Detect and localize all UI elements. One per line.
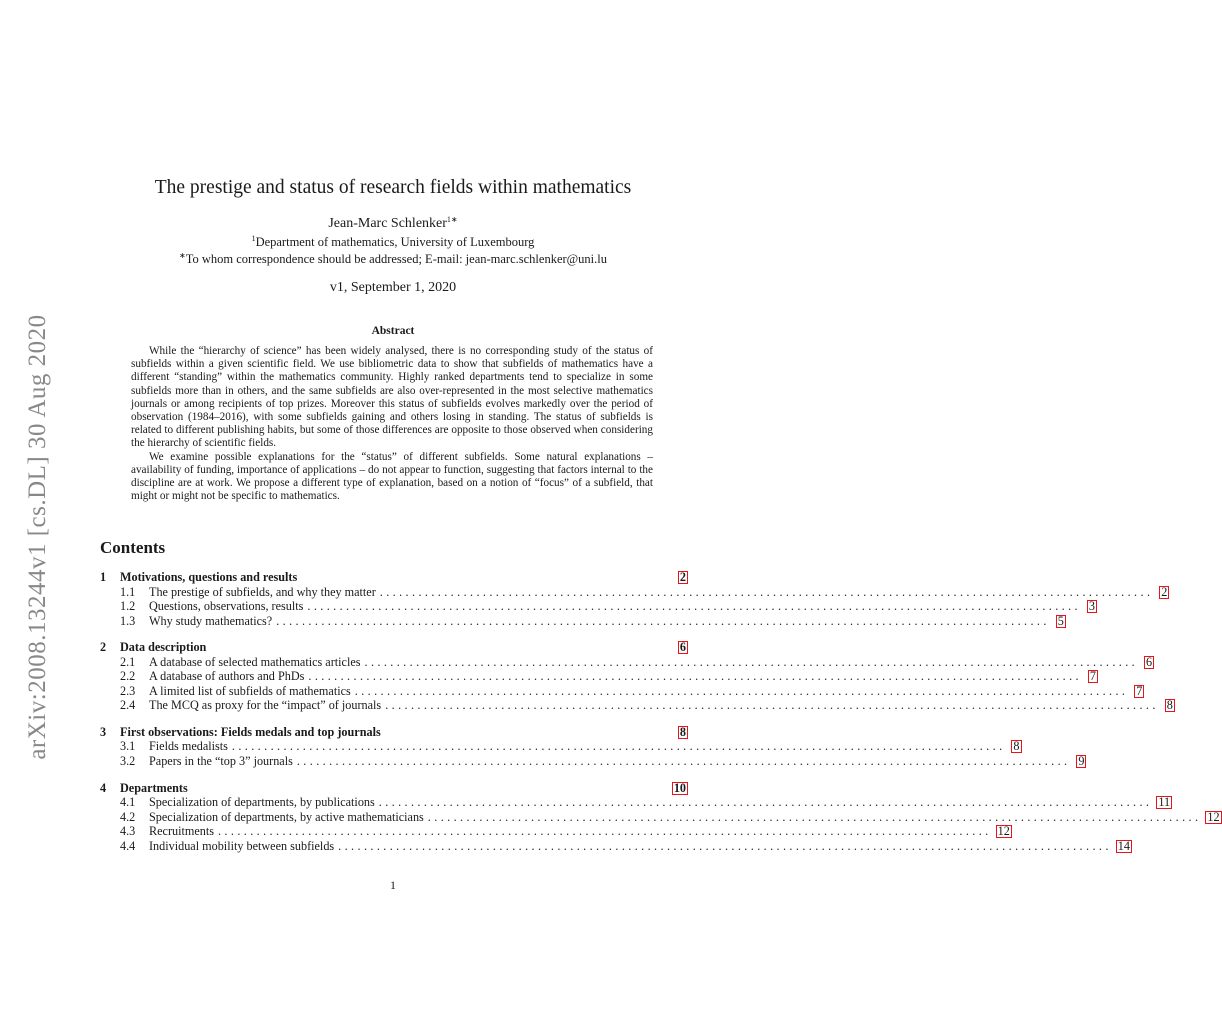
toc-page-link[interactable] <box>1142 655 1154 670</box>
toc-entry-title[interactable]: Recruitments <box>149 824 214 839</box>
toc-page-number[interactable]: 5 <box>1057 613 1064 628</box>
author-name: Jean-Marc Schlenker <box>328 216 447 231</box>
toc-section-entry[interactable] <box>100 781 688 796</box>
toc-page-number[interactable]: 6 <box>1146 654 1153 669</box>
toc-dot-leader: ........................................................................................................................ <box>296 753 1071 768</box>
toc-dot-leader: ........................................................................................................................ <box>379 584 1154 599</box>
toc-entry-title[interactable]: The MCQ as proxy for the “impact” of journals <box>149 698 382 713</box>
toc-page-link[interactable] <box>1010 739 1022 754</box>
toc-entry-title[interactable]: Motivations, questions and results <box>120 570 298 584</box>
toc-entry-title[interactable]: Questions, observations, results <box>149 599 304 613</box>
toc-subsection-entry[interactable] <box>100 654 1153 670</box>
toc-page-link[interactable] <box>1157 585 1169 600</box>
toc-entry-title[interactable]: Fields medalists <box>149 739 228 754</box>
toc-dot-leader: ........................................................................................................................ <box>354 683 1129 698</box>
toc-entry-number: 2 <box>100 640 107 655</box>
toc-page-link[interactable] <box>676 725 688 740</box>
toc-section-block <box>100 724 1085 769</box>
toc-page-link[interactable] <box>676 640 688 655</box>
toc-subsection-entry[interactable] <box>100 809 1220 825</box>
toc-entry-number: 1.1 <box>120 584 136 599</box>
toc-dot-leader: ........................................................................................................................ <box>378 795 1153 810</box>
toc-page-link[interactable] <box>1156 795 1172 810</box>
toc-page-link[interactable] <box>1086 669 1098 684</box>
toc-page-number[interactable]: 10 <box>673 780 686 795</box>
toc-page-number[interactable]: 8 <box>1166 698 1173 713</box>
abstract-paragraph: We examine possible explanations for the “status” of different subfields. Some natural explanations – availability of funding, importance of applications – do not appear to function, suggesting that factors internal to the discipline are at work. We propose a different type of explanation, based on a notion of “focus” of a subfield, that might or might not be specific to mathematics. <box>131 450 653 503</box>
toc-subsection-entry[interactable] <box>100 599 1095 614</box>
toc-page-number[interactable]: 8 <box>1013 739 1020 754</box>
toc-page-link[interactable] <box>672 781 688 796</box>
toc-entry-title[interactable]: A database of selected mathematics articles <box>149 654 361 669</box>
toc-dot-leader: ........................................................................................................................ <box>231 739 1006 754</box>
toc-section-entry[interactable] <box>100 725 688 740</box>
toc-entry-title[interactable]: Papers in the “top 3” journals <box>149 753 293 768</box>
author-line <box>100 215 686 233</box>
toc-dot-leader: ........................................................................................................................ <box>338 838 1112 853</box>
toc-entry-title[interactable]: Specialization of departments, by active mathematicians <box>149 809 424 824</box>
toc-entry-number: 3.2 <box>120 753 136 768</box>
toc-entry-number: 2.2 <box>120 669 136 684</box>
toc-entry-number: 1 <box>100 570 107 584</box>
toc-section-block <box>100 640 1173 713</box>
toc-dot-leader: ........................................................................................................................ <box>308 669 1082 684</box>
toc-page-number[interactable]: 8 <box>679 724 686 739</box>
affiliation-text: Department of mathematics, University of Luxembourg <box>255 235 535 249</box>
arxiv-identifier-stamp: arXiv:2008.13244v1 [cs.DL] 30 Aug 2020 <box>24 314 51 760</box>
toc-entry-title[interactable]: Specialization of departments, by publications <box>149 795 375 810</box>
toc-subsection-entry[interactable] <box>100 683 1143 699</box>
toc-page-number[interactable]: 14 <box>1117 838 1130 853</box>
toc-section-entry[interactable] <box>100 640 688 655</box>
toc-entry-number: 3.1 <box>120 739 136 754</box>
toc-page-number[interactable]: 11 <box>1158 795 1171 810</box>
toc-entry-number: 4.3 <box>120 824 136 839</box>
toc-dot-leader: ........................................................................................................................ <box>217 824 992 839</box>
toc-subsection-entry[interactable] <box>100 584 1168 600</box>
toc-page-number[interactable]: 12 <box>997 824 1010 839</box>
toc-page-link[interactable] <box>1163 698 1175 713</box>
toc-entry-number: 1.3 <box>120 613 136 628</box>
correspondence-line <box>100 251 686 267</box>
toc-entry-number: 4.4 <box>120 838 136 853</box>
toc-page-link[interactable] <box>1132 684 1144 699</box>
affiliation-line <box>100 234 686 250</box>
toc-subsection-entry[interactable] <box>100 838 1130 854</box>
toc-page-link[interactable] <box>1074 754 1086 769</box>
toc-entry-title[interactable]: Individual mobility between subfields <box>149 838 335 853</box>
toc-subsection-entry[interactable] <box>100 698 1173 713</box>
toc-page-link[interactable] <box>1116 839 1132 854</box>
toc-page-number[interactable]: 3 <box>1088 599 1095 613</box>
toc-entry-number: 1.2 <box>120 599 136 613</box>
toc-entry-title[interactable]: A database of authors and PhDs <box>149 669 305 684</box>
toc-entry-number: 2.1 <box>120 654 136 669</box>
correspondence-mark: ∗ <box>179 251 186 260</box>
toc-subsection-entry[interactable] <box>100 795 1171 810</box>
toc-dot-leader: ........................................................................................................................ <box>385 698 1159 713</box>
toc-subsection-entry[interactable] <box>100 613 1064 629</box>
toc-entry-number: 4 <box>100 780 107 795</box>
toc-page-link[interactable] <box>1085 599 1097 614</box>
toc-entry-title[interactable]: A limited list of subfields of mathematics <box>149 683 351 698</box>
toc-subsection-entry[interactable] <box>100 753 1085 769</box>
toc-entry-title[interactable]: The prestige of subfields, and why they matter <box>149 584 376 599</box>
paper-title: The prestige and status of research fields within mathematics <box>154 177 632 198</box>
toc-page-link[interactable] <box>1054 614 1066 629</box>
toc-page-number[interactable]: 2 <box>1161 584 1168 599</box>
toc-dot-leader: ........................................................................................................................ <box>276 613 1050 628</box>
abstract-heading: Abstract <box>371 325 415 337</box>
toc-entry-number: 3 <box>100 724 107 739</box>
version-date: v1, September 1, 2020 <box>329 280 457 295</box>
page-number: 1 <box>390 878 396 892</box>
toc-page-link[interactable] <box>1205 810 1221 825</box>
toc-section-block <box>100 780 1220 854</box>
abstract-paragraph: While the “hierarchy of science” has been widely analysed, there is no corresponding study of the status of subfields within a given scientific field. We use bibliometric data to show that subfields of mathematics have a different “standing” within the mathematics community. Highly ranked departments tend to specialize in some subfields more than in others, and the same subfields are also over-represented in the most selective mathematics journals or among recipients of top prizes. Moreover this status of subfields evolves markedly over the period of observation (1984–2016), with some subfields gaining and others losing in standing. The status of subfields is related to different publishing habits, but some of those differences are opposite to those observed when considering the hierarchy of scientific fields. <box>131 345 653 450</box>
toc-page-number[interactable]: 12 <box>1207 809 1220 824</box>
toc-entry-number: 4.1 <box>120 795 136 810</box>
toc-section-block <box>100 570 1168 628</box>
table-of-contents <box>100 570 1220 865</box>
toc-dot-leader: ........................................................................................................................ <box>307 599 1081 613</box>
toc-entry-title[interactable]: First observations: Fields medals and top journals <box>120 724 381 739</box>
toc-dot-leader: ........................................................................................................................ <box>427 809 1202 824</box>
toc-entry-number: 2.3 <box>120 683 136 698</box>
toc-page-number[interactable]: 7 <box>1089 669 1096 684</box>
toc-page-number[interactable]: 9 <box>1078 753 1085 768</box>
correspondence-text: To whom correspondence should be addressed; E-mail: jean-marc.schlenker@uni.lu <box>185 252 607 266</box>
contents-heading: Contents <box>100 538 166 557</box>
toc-entry-title[interactable]: Data description <box>120 640 207 655</box>
author-marks: 1∗ <box>446 215 458 224</box>
affiliation-mark: 1 <box>251 234 256 243</box>
toc-entry-number: 2.4 <box>120 698 136 713</box>
toc-page-link[interactable] <box>996 824 1012 839</box>
toc-entry-title[interactable]: Why study mathematics? <box>149 613 273 628</box>
toc-page-number[interactable]: 7 <box>1136 683 1143 698</box>
toc-subsection-entry[interactable] <box>100 824 1010 839</box>
toc-page-number[interactable]: 6 <box>679 640 686 655</box>
toc-entry-number: 4.2 <box>120 809 136 824</box>
toc-entry-title[interactable]: Departments <box>120 780 188 795</box>
toc-subsection-entry[interactable] <box>100 669 1096 684</box>
toc-section-entry[interactable] <box>100 570 688 585</box>
toc-page-number[interactable]: 2 <box>679 570 686 584</box>
abstract-body <box>131 345 653 503</box>
toc-dot-leader: ........................................................................................................................ <box>364 654 1139 669</box>
toc-subsection-entry[interactable] <box>100 739 1020 754</box>
toc-page-link[interactable] <box>676 570 688 585</box>
